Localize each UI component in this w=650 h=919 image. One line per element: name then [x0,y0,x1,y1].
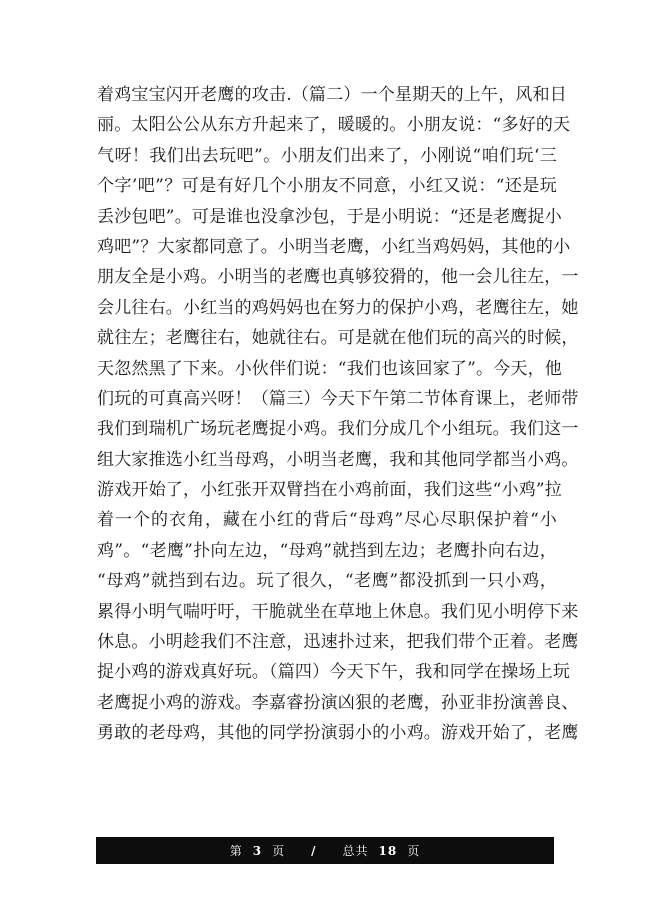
total-prefix: 总共 [342,844,369,858]
page-number: 3 [252,843,263,858]
text-line: 我们到瑞机广场玩老鹰捉小鸡。我们分成几个小组玩。我们这一 [97,419,579,440]
text-line: 气呀！我们出去玩吧”。小朋友们出来了，小刚说“咱们玩‘三 [97,145,557,166]
text-line: 个字’吧”？可是有好几个小朋友不同意，小红又说：“还是玩 [97,176,557,197]
page-suffix: 页 [272,844,286,858]
text-line: 休息。小明趁我们不注意，迅速扑过来，把我们带个正着。老鹰 [97,632,579,653]
text-line: 鸡吧”？大家都同意了。小明当老鹰，小红当鸡妈妈，其他的小 [97,236,571,257]
text-line: 组大家推选小红当母鸡，小明当老鹰，我和其他同学都当小鸡。 [97,449,579,470]
body-text [97,80,579,749]
text-line: 朋友全是小鸡。小明当的老鹰也真够狡猾的，他一会儿往左，一 [97,267,579,288]
text-line: 丢沙包吧”。可是谁也没拿沙包，于是小明说：“还是老鹰捉小 [97,206,562,227]
total-suffix: 页 [407,844,421,858]
text-line: 老鹰捉小鸡的游戏。李嘉睿扮演凶狠的老鹰，孙亚非扮演善良、 [97,692,579,713]
page-footer [96,837,554,864]
text-line: 丽。太阳公公从东方升起来了，暖暖的。小朋友说：“多好的天 [97,115,571,136]
text-line: 就往左；老鹰往右，她就往右。可是就在他们玩的高兴的时候， [97,328,579,349]
page-prefix: 第 [229,844,243,858]
text-line: 们玩的可真高兴呀！（篇三）今天下午第二节体育课上，老师带 [97,388,579,409]
total-pages: 18 [378,843,398,858]
text-line: 鸡”。“老鹰”扑向左边，“母鸡”就挡到左边；老鹰扑向右边， [97,540,557,561]
text-line: 天忽然黑了下来。小伙伴们说：“我们也该回家了”。今天，他 [97,358,562,379]
footer-separator: / [311,843,317,858]
text-line: 游戏开始了，小红张开双臂挡在小鸡前面，我们这些“小鸡”拉 [97,480,562,501]
text-line: 累得小明气喘吁吁，干脆就坐在草地上休息。我们见小明停下来 [97,601,579,622]
text-line: 捉小鸡的游戏真好玩。（篇四）今天下午，我和同学在操场上玩 [97,662,571,683]
text-line: 会儿往右。小红当的鸡妈妈也在努力的保护小鸡，老鹰往左，她 [97,297,579,318]
text-line: 着一个的衣角，藏在小红的背后“母鸡”尽心尽职保护着“小 [97,510,557,531]
text-line: 勇敢的老母鸡，其他的同学扮演弱小的小鸡。游戏开始了，老鹰 [97,723,579,744]
text-line: 着鸡宝宝闪开老鹰的攻击.（篇二）一个星期天的上午，风和日 [97,85,568,105]
text-line: “母鸡”就挡到右边。玩了很久，“老鹰”都没抓到一只小鸡， [97,571,557,592]
